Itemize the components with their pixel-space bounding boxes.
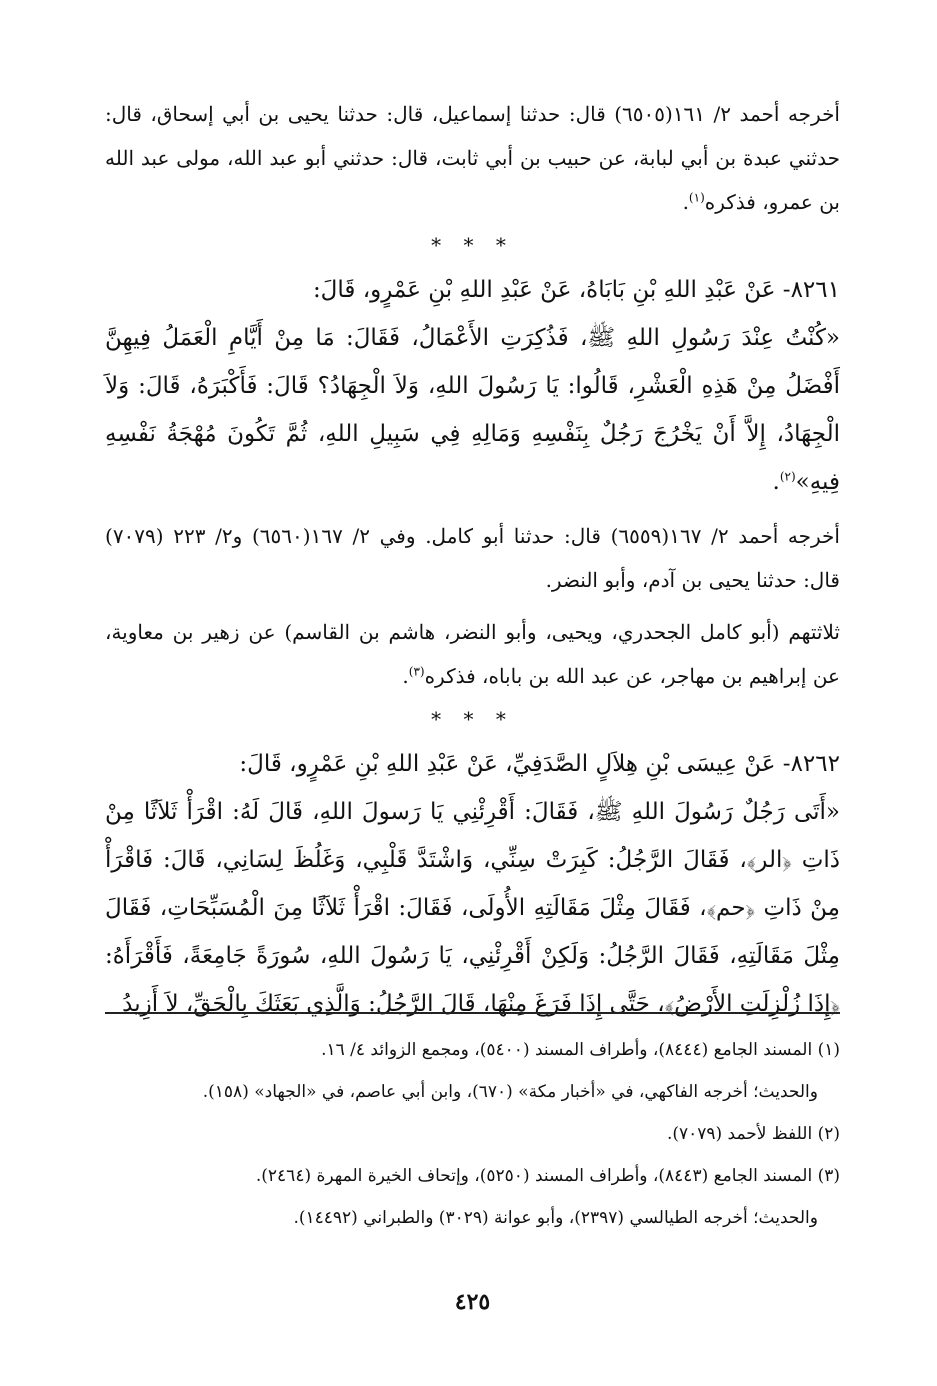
hadith-8261-end: . <box>772 469 780 495</box>
takhrij-end-3: . <box>402 664 409 688</box>
footnote-1: (١) المسند الجامع (٨٤٤٤)، وأطراف المسند (٥٤٠٠)، ومجمع الزوائد ٤/ ١٦. <box>321 1040 840 1060</box>
footnote-3-continuation: والحديث؛ أخرجه الطيالسي (٢٣٩٧)، وأبو عوانة (٣٠٢٩) والطبراني (١٤٤٩٢). <box>293 1208 818 1228</box>
takhrij-end-1: . <box>682 190 689 214</box>
footnote-ref-3[interactable]: (٣) <box>408 664 425 679</box>
takhrij-text-1: أخرجه أحمد ٢/ ١٦١(٦٥٠٥) قال: حدثنا إسماعيل، قال: حدثنا يحيى بن أبي إسحاق، قال: حدثني عبدة بن أبي لبابة، عن حبيب بن أبي ثابت، قال: حدثني أبو عبد الله، مولى عبد الله بن عمرو، فذكره <box>105 102 840 214</box>
page-number: ٤٢٥ <box>454 1289 491 1315</box>
takhrij-text-3: ثلاثتهم (أبو كامل الجحدري، ويحيى، وأبو النضر، هاشم بن القاسم) عن زهير بن معاوية، عن إبراهيم بن مهاجر، عن عبد الله بن باباه، فذكره <box>105 620 840 688</box>
footnote-1-continuation: والحديث؛ أخرجه الفاكهي، في «أخبار مكة» (٦٧٠)، وابن أبي عاصم، في «الجهاد» (١٥٨). <box>202 1082 818 1102</box>
footnote-divider <box>105 1012 840 1014</box>
footnote-3: (٣) المسند الجامع (٨٤٤٣)، وأطراف المسند (٥٢٥٠)، وإتحاف الخيرة المهرة (٢٤٦٤). <box>255 1166 840 1186</box>
page-content <box>105 92 840 1332</box>
hadith-8261-heading: ٨٢٦١- عَنْ عَبْدِ اللهِ بْنِ بَابَاهُ، عَنْ عَبْدِ اللهِ بْنِ عَمْرٍو، قَالَ: <box>312 277 840 303</box>
footnote-2: (٢) اللفظ لأحمد (٧٠٧٩). <box>666 1124 840 1144</box>
takhrij-paragraph-2: أخرجه أحمد ٢/ ١٦٧(٦٥٥٩) قال: حدثنا أبو كامل. وفي ٢/ ١٦٧(٦٥٦٠) و٢/ ٢٢٣ (٧٠٧٩) قال: حدثنا يحيى بن آدم، وأبو النضر. <box>105 524 840 592</box>
takhrij-paragraph-3 <box>105 610 840 698</box>
hadith-8262-text: «أَتَى رَجُلٌ رَسُولَ اللهِ ﷺ، فَقَالَ: أَقْرِئْنِي يَا رَسولَ اللهِ، قَالَ لَهُ: اقْرَأْ ثَلاَثًا مِنْ ذَاتِ ﴿الر﴾، فَقَالَ الرَّجُلُ: كَبِرَتْ سِنِّي، وَاشْتَدَّ قَلْبِي، وَغَلُظَ لِسَانِي، قَالَ: فَاقْرَأْ مِنْ ذَاتِ ﴿حم﴾، فَقَالَ مِثْلَ مَقَالَتِهِ الأُولَى، فَقَالَ: اقْرَأْ ثَلاَثًا مِنَ الْمُسَبِّحَاتِ، فَقَالَ مِثْلَ مَقَالَتِهِ، فَقَالَ الرَّجُلُ: وَلَكِنْ أَقْرِئْنِي، يَا رَسُولَ اللهِ، سُورَةً جَامِعَةً، فَأَقْرَأَهُ: ﴿إِذَا زُلْزِلَتِ الأَرْضُ﴾، حَتَّى إِذَا فَرَغَ مِنْهَا، قَالَ الرَّجُلُ: وَالَّذِي بَعَثَكَ بِالْحَقِّ، لاَ أَزِيدُ <box>105 799 840 1017</box>
hadith-8262-heading: ٨٢٦٢- عَنْ عِيسَى بْنِ هِلاَلٍ الصَّدَفِيِّ، عَنْ عَبْدِ اللهِ بْنِ عَمْرٍو، قَالَ: <box>239 751 840 777</box>
hadith-8261-body: «كُنْتُ عِنْدَ رَسُولِ اللهِ ﷺ، فَذُكِرَتِ الأَعْمَالُ، فَقَالَ: مَا مِنْ أَيَّامِ الْعَمَلُ فِيهِنَّ أَفْضَلُ مِنْ هَذِهِ الْعَشْرِ، قَالُوا: يَا رَسُولَ اللهِ، وَلاَ الْجِهَادُ؟ قَالَ: فَأَكْبَرَهُ، قَالَ: وَلاَ الْجِهَادُ، إِلاَّ أَنْ يَخْرُجَ رَجُلٌ بِنَفْسِهِ وَمَالِهِ فِي سَبِيلِ اللهِ، ثُمَّ تَكُونَ مُهْجَةُ نَفْسِهِ فِيهِ» <box>105 325 840 495</box>
takhrij-paragraph-1 <box>105 92 840 224</box>
section-separator-2: * * * <box>431 707 514 731</box>
hadith-8261-text <box>105 314 840 506</box>
section-separator-1: * * * <box>431 233 514 257</box>
footnotes <box>105 1032 840 1242</box>
footnote-ref-2[interactable]: (٢) <box>779 469 796 484</box>
footnote-ref-1[interactable]: (١) <box>688 190 705 205</box>
